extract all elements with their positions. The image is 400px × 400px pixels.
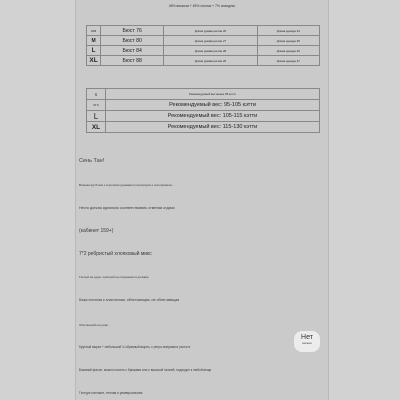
sleeve-cell: Длина рукава реглан 29 <box>164 56 257 66</box>
sleeve-cell: Длина рукава реглан 26 <box>164 26 257 36</box>
description-line: Сень Тан! <box>79 158 105 164</box>
table-row <box>87 56 320 66</box>
table-row <box>87 89 320 100</box>
weight-cell: Рекомендуемый вес: 95-105 кэтти <box>106 100 320 111</box>
composition-caption: 48% вискоза + 45% хлопок + 7% спандекс <box>168 4 236 8</box>
size-cell: M <box>87 36 101 46</box>
description-line: 7*2 ребристый хлопковый микс <box>79 251 152 257</box>
phone-screen <box>75 0 329 400</box>
weight-chart-table <box>86 88 320 133</box>
description-line: Круглый вырез + небольшой V-образный вырез, с ретро-вчерами в ухоно в <box>79 345 191 349</box>
bust-cell: Бюст 76 <box>101 26 164 36</box>
weight-cell: Рекомендуемый вес: 105-115 кэтти <box>106 111 320 122</box>
length-cell: Длина одежды 46 <box>257 46 319 56</box>
weight-cell: Рекомендуемый вес: 115-130 кэтти <box>106 122 320 133</box>
length-cell: Длина одежды 47 <box>257 56 319 66</box>
description-line: Кожа плотная к эластичная, облегчающая, не облегчающая <box>79 298 180 302</box>
description-line: Нечто догжна идеально соответствовать отметам отдачи <box>79 206 175 210</box>
sleeve-cell: Длина рукава реглан 27 <box>164 36 257 46</box>
sleeve-cell: Длина рукава реглан 28 <box>164 46 257 56</box>
description-line: Вязаная футболка с короткими рукавами в пропорциях и огантировкою... <box>79 183 175 187</box>
table-row <box>87 122 320 133</box>
size-cell: XL <box>87 56 101 66</box>
description-line: Гэстуре контакте, теплая и универсальная <box>79 391 143 395</box>
bust-cell: Бюст 80 <box>101 36 164 46</box>
size-chart-table <box>86 25 320 66</box>
description-line: Облегающий на рукав <box>79 323 108 327</box>
table-row <box>87 100 320 111</box>
size-cell: XL <box>87 122 106 133</box>
length-cell: Длина одежды 44 <box>257 26 319 36</box>
reply-bubble-main: Нет <box>301 334 313 341</box>
description-line: (кабинет 159+) <box>79 228 114 234</box>
bust-cell: Бюст 88 <box>101 56 164 66</box>
size-cell: S/M <box>87 26 101 36</box>
description-line: Тёплый на судно, приятной на сохранения в доливан <box>79 275 149 279</box>
bust-cell: Бюст 84 <box>101 46 164 56</box>
size-cell: M S <box>87 100 106 111</box>
reply-bubble[interactable] <box>294 331 320 352</box>
table-row <box>87 26 320 36</box>
reply-bubble-sub: вязанка <box>302 342 312 345</box>
size-cell: L <box>87 46 101 56</box>
description-line: Базовый фасон, можно носить с брюками или с высокой талией, подходит к любой вещи <box>79 368 212 372</box>
size-cell: L <box>87 111 106 122</box>
size-cell: S <box>87 89 106 100</box>
table-row <box>87 36 320 46</box>
table-row <box>87 111 320 122</box>
table-row <box>87 46 320 56</box>
weight-cell: Рекомендуемый вес менее 95 котти <box>106 89 320 100</box>
length-cell: Длина одежды 45 <box>257 36 319 46</box>
